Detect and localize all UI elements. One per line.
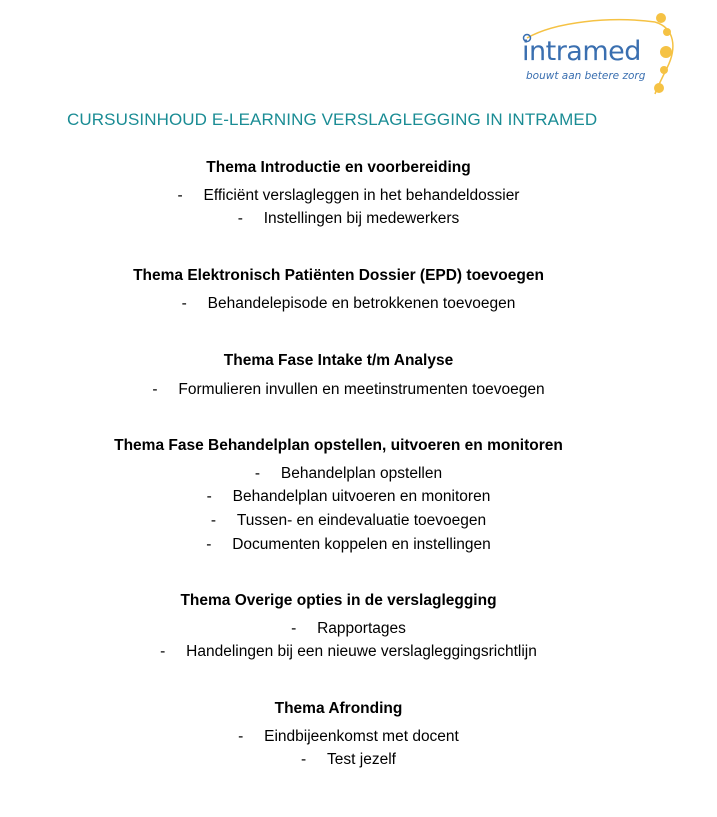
list-item: - Behandelepisode en betrokkenen toevoegen — [181, 295, 516, 312]
page-title: CURSUSINHOUD E-LEARNING VERSLAGLEGGING IN INTRAMED — [67, 110, 598, 129]
list-item: - Rapportages — [291, 620, 406, 637]
theme-title-overige: Thema Overige opties in de verslaglegging — [180, 592, 497, 609]
theme-title-afronding: Thema Afronding — [274, 700, 403, 717]
bullet-dash: - — [237, 210, 243, 227]
theme-title-introductie: Thema Introductie en voorbereiding — [206, 159, 471, 176]
bullet-dash: - — [206, 488, 212, 505]
list-item: - Eindbijeenkomst met docent — [238, 728, 459, 745]
bullet-dash: - — [291, 620, 297, 637]
intramed-logo — [515, 8, 685, 103]
theme-title-epd: Thema Elektronisch Patiënten Dossier (EPD) toevoegen — [133, 267, 544, 284]
logo-wordmark: intramed — [522, 36, 641, 67]
bullet-dash: - — [301, 751, 307, 768]
bullet-dash: - — [254, 465, 261, 482]
list-item: - Documenten koppelen en instellingen — [206, 536, 491, 553]
logo-tagline: bouwt aan betere zorg — [526, 70, 646, 82]
theme-title-intake: Thema Fase Intake t/m Analyse — [223, 352, 454, 369]
bullet-dash: - — [238, 728, 244, 745]
list-item: - Handelingen bij een nieuwe verslagleggingsrichtlijn — [160, 643, 537, 660]
theme-title-behandelplan: Thema Fase Behandelplan opstellen, uitvoeren en monitoren — [114, 437, 563, 454]
bullet-dash: - — [210, 512, 216, 529]
list-item: - Formulieren invullen en meetinstrumenten toevoegen — [152, 381, 545, 398]
list-item: - Behandelplan opstellen — [254, 465, 443, 482]
bullet-dash: - — [177, 187, 183, 204]
bullet-dash: - — [181, 295, 187, 312]
list-item: - Behandelplan uitvoeren en monitoren — [206, 488, 491, 505]
list-item: - Instellingen bij medewerkers — [237, 210, 460, 227]
bullet-dash: - — [152, 381, 158, 398]
list-item: - Tussen- en eindevaluatie toevoegen — [210, 512, 487, 529]
list-item: - Efficiënt verslagleggen in het behandeldossier — [177, 187, 520, 204]
bullet-dash: - — [160, 643, 166, 660]
list-item: - Test jezelf — [301, 751, 396, 768]
bullet-dash: - — [206, 536, 212, 553]
